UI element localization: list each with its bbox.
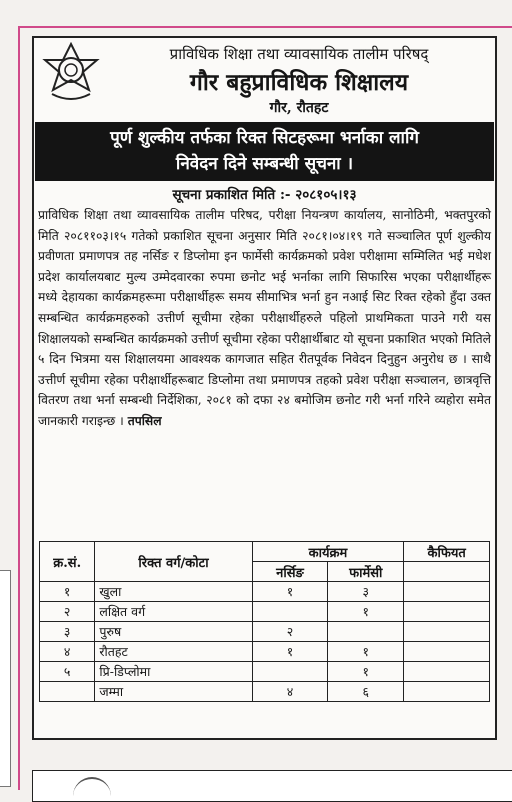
- header-remarks: कैफियत: [404, 542, 490, 562]
- notice-body-text: प्राविधिक शिक्षा तथा व्यावसायिक तालीम परिषद, परीक्षा नियन्त्रण कार्यालय, सानोठिमी, भक्तपुरको मिति २०८११०३।१५ गतेको प्रकाशित सूचना अनुसार मिति २०८१।०४।१९ गते सञ्चालित पूर्ण शुल्कीय प्रवीणता प्रमाणपत्र तह नर्सिङ र डिप्लोमा इन फार्मेसी कार्यक्रमको प्रवेश परीक्षामा सम्मिलित भई मधेश प्रदेश कार्यालयबाट मुल्य उम्मेदवारका रुपमा छनोट भई भर्नाका लागि सिफारिस भएका परीक्षार्थीहरू मध्ये देहायका कार्यक्रमहरूमा परीक्षार्थीहरू समय सीमाभित्र भर्ना हुन नआई सिट रिक्त रहेको हुँदा उक्त सम्बन्धित कार्यक्रमहरुको उत्तीर्ण सूचीमा रहेका परीक्षार्थीहरुले पहिलो प्राथमिकता पाउने गरी यस शिक्षालयको सम्बन्धित कार्यक्रमको उत्तीर्ण सूचीमा रहेका परीक्षार्थीबाट यो सूचना प्रकाशित भएको मितिले ५ दिन भित्रमा यस शिक्षालयमा आवश्यक कागजात सहित रीतपूर्वक निवेदन दिनुहुन अनुरोध छ । साथै उत्तीर्ण सूचीमा रहेका परीक्षार्थीहरूबाट डिप्लोमा तथा प्रमाणपत्र तहको प्रवेश परीक्षा सञ्चालन, छात्रवृत्ति वितरण तथा भर्ना सम्बन्धी निर्देशिका, २०८१ को दफा २४ बमोजिम छनोट गरी भर्ना गरिने व्यहोरा समेत जानकारी गराइन्छ ।: [38, 208, 491, 428]
- vacancy-table: [39, 541, 490, 702]
- cell-pharmacy: ६: [328, 682, 404, 702]
- cell-pharmacy: ३: [328, 582, 404, 602]
- organization-name: प्राविधिक शिक्षा तथा व्यावसायिक तालीम परिषद्: [169, 45, 429, 63]
- page-border-top: [18, 26, 512, 28]
- cell-pharmacy: [328, 622, 404, 642]
- cell-sn: ५: [40, 662, 95, 682]
- notice-header: [34, 38, 495, 122]
- notice-title-line1: पूर्ण शुल्कीय तर्फका रिक्त सिटहरूमा भर्नाका लागि: [110, 128, 419, 148]
- header-pharmacy: फार्मेसी: [328, 562, 404, 582]
- header-nursing: नर्सिङ: [252, 562, 328, 582]
- cell-sn: २: [40, 602, 95, 622]
- cell-category: जम्मा: [95, 682, 252, 702]
- notice-title-line2: निवेदन दिने सम्बन्धी सूचना ।: [175, 154, 354, 174]
- notice-body: [34, 205, 495, 535]
- cell-sn: ४: [40, 642, 95, 662]
- cell-nursing: २: [252, 622, 328, 642]
- cell-remarks: [404, 682, 490, 702]
- table-row: [40, 662, 490, 682]
- notice-body-tail: तपसिल: [127, 412, 162, 428]
- cell-remarks: [404, 582, 490, 602]
- cell-pharmacy: १: [328, 642, 404, 662]
- table-row: [40, 582, 490, 602]
- cell-nursing: १: [252, 582, 328, 602]
- cell-category: खुला: [95, 582, 252, 602]
- cell-category: पुरुष: [95, 622, 252, 642]
- adjacent-notice-fragment: [0, 570, 11, 787]
- page-border-left: [18, 26, 20, 790]
- cell-remarks: [404, 622, 490, 642]
- cell-category: रौतहट: [95, 642, 252, 662]
- next-notice-fragment: [32, 770, 512, 802]
- cell-sn: १: [40, 582, 95, 602]
- cell-pharmacy: १: [328, 602, 404, 622]
- notice-card: [32, 36, 497, 740]
- header-remarks-blank: [404, 562, 490, 582]
- table-row: [40, 622, 490, 642]
- cell-nursing: १: [252, 642, 328, 662]
- notice-title-banner: [35, 122, 494, 181]
- college-name: गौर बहुप्राविधिक शिक्षालय: [189, 69, 409, 96]
- cell-nursing: ४: [252, 682, 328, 702]
- cell-sn: ३: [40, 622, 95, 642]
- table-row: [40, 642, 490, 662]
- cell-remarks: [404, 642, 490, 662]
- cell-nursing: [252, 602, 328, 622]
- cell-nursing: [252, 662, 328, 682]
- nepal-emblem-icon: [42, 42, 100, 104]
- cell-pharmacy: १: [328, 662, 404, 682]
- cell-category: प्रि-डिप्लोमा: [95, 662, 252, 682]
- table-row: [40, 602, 490, 622]
- college-location: गौर, रौतहट: [269, 100, 329, 116]
- header-sn: क्र.सं.: [40, 542, 95, 582]
- publish-date: सूचना प्रकाशित मिति :- २०८१०५।१३: [172, 187, 357, 203]
- cell-remarks: [404, 602, 490, 622]
- cell-category: लक्षित वर्ग: [95, 602, 252, 622]
- emblem-fragment-icon: [73, 777, 111, 799]
- header-program: कार्यक्रम: [252, 542, 404, 562]
- header-category: रिक्त वर्ग/कोटा: [95, 542, 252, 582]
- cell-remarks: [404, 662, 490, 682]
- cell-sn: [40, 682, 95, 702]
- table-row-total: [40, 682, 490, 702]
